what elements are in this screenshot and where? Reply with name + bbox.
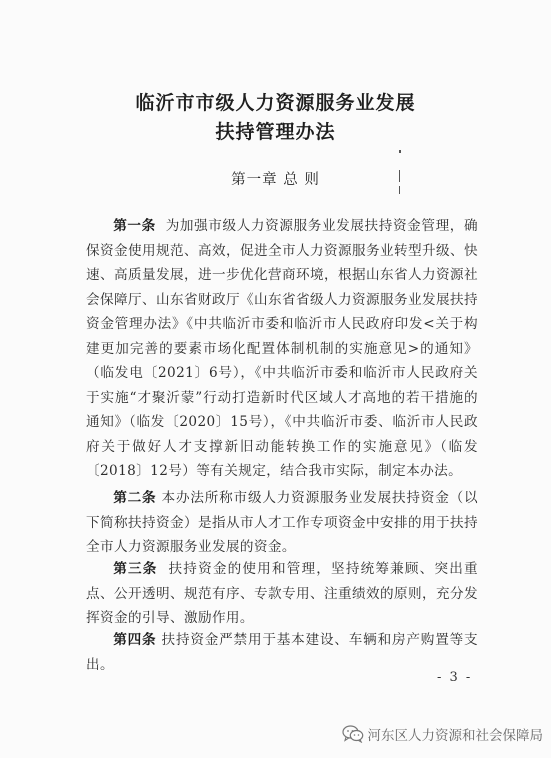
watermark: [342, 724, 544, 744]
article-2: [86, 486, 478, 560]
article-4-text: 扶持资金严禁用于基本建设、车辆和房产购置等支出。: [86, 632, 478, 673]
article-3-text: 扶持资金的使用和管理，坚持统筹兼顾、突出重点、公开透明、规范有序、专款专用、注重绩效的原则，充分发挥资金的引导、激励作用。: [86, 561, 478, 626]
chapter-heading: 第一章 总 则: [231, 172, 320, 188]
article-3-label: 第三条: [113, 561, 158, 577]
page-number: - 3 -: [437, 670, 473, 685]
watermark-text: 河东区人力资源和社会保障局: [367, 728, 543, 744]
article-3: [86, 557, 478, 631]
article-4: [86, 628, 478, 677]
wechat-icon: [342, 725, 364, 743]
document-title-line2: 扶持管理办法: [215, 121, 336, 143]
scan-mark: [399, 170, 400, 182]
scan-mark: [399, 186, 400, 194]
article-2-text: 本办法所称市级人力资源服务业发展扶持资金（以下简称扶持资金）是指从市人才工作专项资金中安排的用于扶持全市人力资源服务业发展的资金。: [86, 490, 478, 555]
article-1-label: 第一条: [113, 218, 156, 234]
document-title-line1: 临沂市市级人力资源服务业发展: [135, 92, 416, 114]
scan-mark: [399, 150, 401, 153]
article-1-text: 为加强市级人力资源服务业发展扶持资金管理，确保资金使用规范、高效，促进全市人力资源服务业转型升级、快速、高质量发展，进一步优化营商环境，根据山东省人力资源社会保障厅、山东省财政厅《山东省省级人力资源服务业发展扶持资金管理办法》《中共临沂市委和临沂市人民政府印发<关于构建更加完善的要素市场化配置体制机制的实施意见>的通知》（临发电〔2021〕6号），《中共临沂市委和临沂市人民政府关于实施“才聚沂蒙”行动打造新时代区域人才高地的若干措施的通知》（临发〔2020〕15号），《中共临沂市委、临沂市人民政府关于做好人才支撑新旧动能转换工作的实施意见》（临发〔2018〕12号）等有关规定，结合我市实际，制定本办法。: [86, 218, 478, 479]
article-4-label: 第四条: [113, 632, 157, 648]
article-2-label: 第二条: [113, 490, 157, 506]
article-1: [86, 214, 478, 484]
